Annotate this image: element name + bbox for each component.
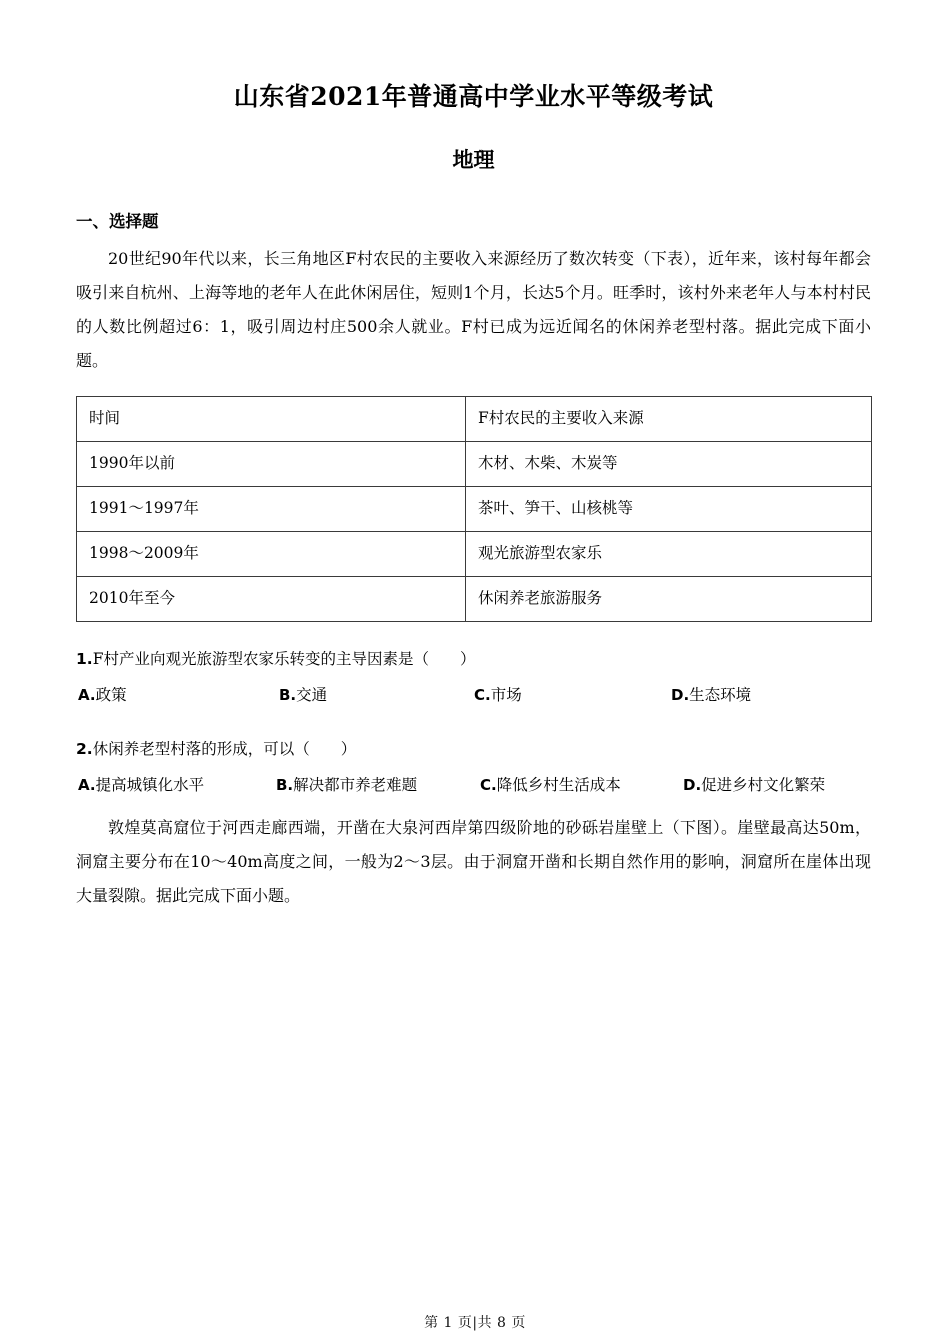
- table-row: [77, 487, 872, 532]
- question-1-options: [76, 680, 871, 712]
- question-1-text: F村产业向观光旅游型农家乐转变的主导因素是（ ）: [92, 650, 476, 669]
- option-text: 提高城镇化水平: [95, 776, 205, 795]
- passage-paragraph-1: 20世纪90年代以来，长三角地区F村农民的主要收入来源经历了数次转变（下表），近年来，该村每年都会吸引来自杭州、上海等地的老年人在此休闲居住，短则1个月，长达5个月。旺季时，该村外来老年人与本村村民的人数比例超过6：1，吸引周边村庄500余人就业。F村已成为远近闻名的休闲养老型村落。据此完成下面小题。: [76, 249, 871, 371]
- option-text: 政策: [95, 686, 127, 705]
- document-subject: 地理: [452, 146, 495, 172]
- option-text: 降低乡村生活成本: [496, 776, 621, 795]
- question-2-option-a[interactable]: [78, 770, 204, 800]
- question-2-number: 2.: [76, 740, 93, 759]
- table-header-cell-time: 时间: [77, 397, 466, 442]
- option-label: B.: [279, 686, 297, 705]
- table-header-cell-income-source: F村农民的主要收入来源: [466, 397, 872, 442]
- income-source-table: [76, 396, 872, 622]
- table-cell-income: 茶叶、笋干、山核桃等: [466, 487, 872, 532]
- question-1-number: 1.: [76, 650, 93, 669]
- section-heading-multiple-choice: 一、选择题: [76, 212, 159, 232]
- question-2-option-d[interactable]: [683, 770, 825, 800]
- option-text: 解决都市养老难题: [293, 776, 418, 795]
- option-label: A.: [78, 776, 96, 795]
- question-1-option-b[interactable]: [279, 680, 327, 710]
- table-row: [77, 532, 872, 577]
- table-cell-period: 2010年至今: [77, 577, 466, 622]
- question-2-option-c[interactable]: [480, 770, 621, 800]
- option-label: A.: [78, 686, 96, 705]
- option-label: C.: [474, 686, 491, 705]
- table-row: [77, 577, 872, 622]
- question-1-option-c[interactable]: [474, 680, 522, 710]
- question-2-option-b[interactable]: [276, 770, 417, 800]
- page-content: [76, 0, 871, 913]
- document-title: 山东省2021年普通高中学业水平等级考试: [233, 82, 714, 111]
- question-1-option-a[interactable]: [78, 680, 127, 710]
- question-2: [76, 712, 871, 802]
- table-cell-period: 1991～1997年: [77, 487, 466, 532]
- question-1-stem: [76, 644, 871, 674]
- question-1: [76, 622, 871, 712]
- question-2-text: 休闲养老型村落的形成，可以（ ）: [92, 740, 357, 759]
- income-source-table-wrapper: [76, 378, 871, 622]
- table-header-row: [77, 397, 872, 442]
- option-label: C.: [480, 776, 497, 795]
- option-label: D.: [683, 776, 702, 795]
- question-1-option-d[interactable]: [671, 680, 751, 710]
- option-text: 交通: [296, 686, 328, 705]
- question-2-stem: [76, 734, 871, 764]
- table-row: [77, 442, 872, 487]
- question-2-options: [76, 770, 871, 802]
- table-cell-period: 1998～2009年: [77, 532, 466, 577]
- option-label: D.: [671, 686, 690, 705]
- option-label: B.: [276, 776, 294, 795]
- option-text: 生态环境: [689, 686, 752, 705]
- option-text: 促进乡村文化繁荣: [701, 776, 826, 795]
- page-footer: 第 1 页|共 8 页: [424, 1315, 526, 1331]
- table-cell-income: 休闲养老旅游服务: [466, 577, 872, 622]
- option-text: 市场: [490, 686, 522, 705]
- table-cell-period: 1990年以前: [77, 442, 466, 487]
- table-cell-income: 观光旅游型农家乐: [466, 532, 872, 577]
- table-cell-income: 木材、木柴、木炭等: [466, 442, 872, 487]
- passage-paragraph-2: 敦煌莫高窟位于河西走廊西端，开凿在大泉河西岸第四级阶地的砂砾岩崖壁上（下图）。崖壁最高达50m，洞窟主要分布在10～40m高度之间，一般为2～3层。由于洞窟开凿和长期自然作用的影响，洞窟所在崖体出现大量裂隙。据此完成下面小题。: [76, 818, 871, 906]
